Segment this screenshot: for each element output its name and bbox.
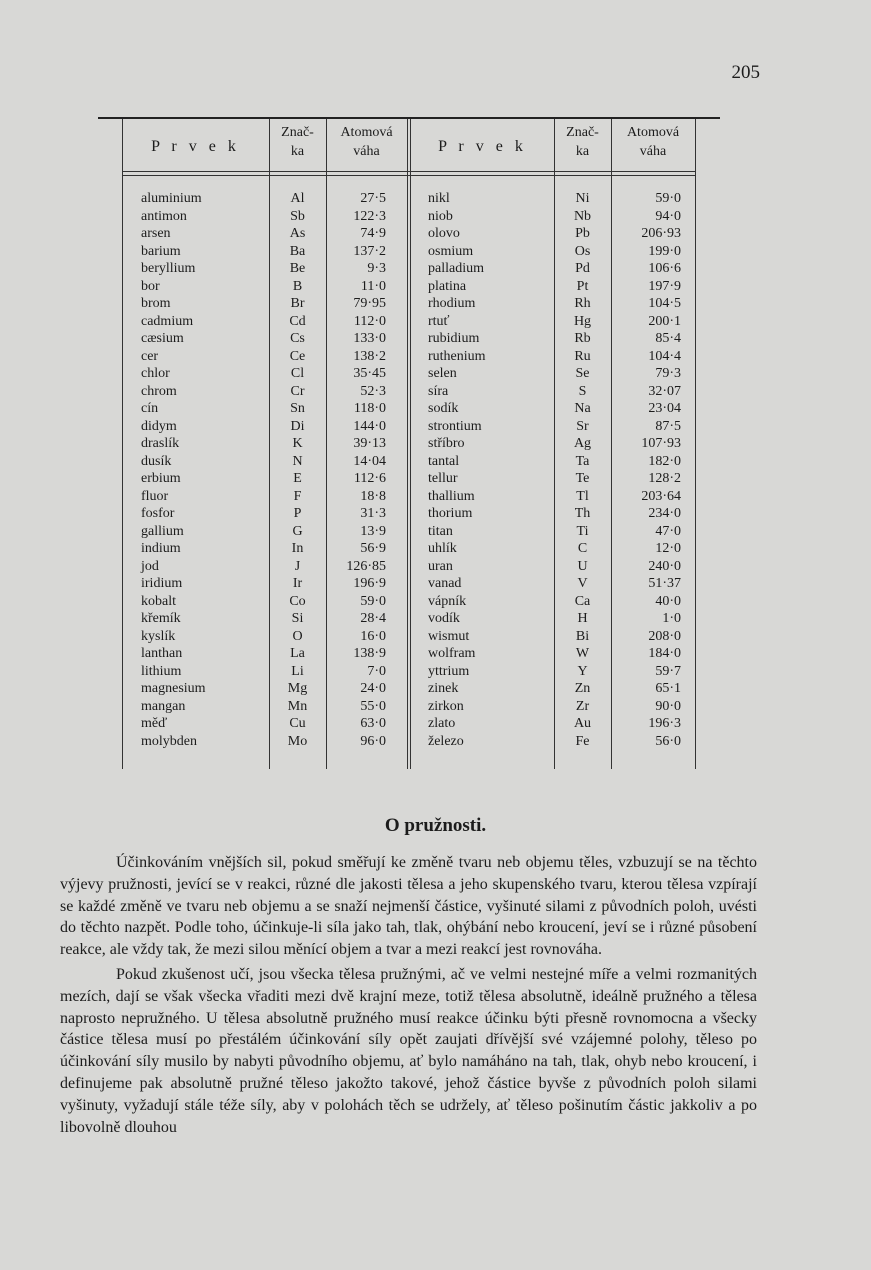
- element-name-cell: ruthenium: [428, 348, 486, 364]
- atomic-weight-cell: 96·0: [360, 733, 386, 749]
- element-symbol-cell: Pt: [576, 278, 589, 294]
- table-double-divider: [407, 119, 411, 769]
- atomic-weight-cell: 240·0: [648, 558, 681, 574]
- element-symbol-cell: Fe: [575, 733, 590, 749]
- element-name-cell: iridium: [141, 576, 183, 591]
- element-symbol-cell: K: [292, 436, 303, 451]
- element-symbol-cell: Te: [575, 471, 590, 486]
- atomic-weight-cell: 90·0: [655, 698, 681, 714]
- atomic-weight-cell: 56·9: [360, 541, 386, 556]
- atomic-weight-cell: 203·64: [641, 488, 681, 504]
- element-name-cell: molybden: [141, 733, 197, 749]
- element-name-cell: vodík: [428, 611, 460, 626]
- atomic-weight-cell: 18·8: [360, 488, 386, 504]
- element-name-cell: antimon: [141, 208, 187, 224]
- element-name-cell: tantal: [428, 453, 460, 469]
- element-symbol-cell: Sn: [290, 401, 305, 416]
- element-name-cell: rtuť: [428, 313, 450, 329]
- element-name-cell: didym: [141, 418, 177, 434]
- atomic-weight-cell: 234·0: [648, 506, 681, 521]
- element-name-cell: cadmium: [141, 313, 194, 329]
- right-element-names: [428, 190, 553, 750]
- element-name-cell: thallium: [428, 488, 475, 504]
- element-name-cell: křemík: [141, 611, 181, 626]
- element-name-cell: tellur: [428, 471, 458, 486]
- element-name-cell: cæsium: [141, 331, 184, 346]
- element-symbol-cell: Co: [289, 593, 306, 609]
- element-symbol-cell: J: [294, 558, 301, 574]
- element-symbol-cell: Br: [290, 296, 305, 311]
- element-symbol-cell: Sr: [576, 418, 589, 434]
- element-name-cell: arsen: [141, 226, 171, 241]
- atomic-weight-cell: 32·07: [648, 383, 681, 399]
- atomic-weight-cell: 138·9: [353, 646, 386, 661]
- header-symbol: Znač- ka: [281, 125, 314, 159]
- element-symbol-cell: Bi: [575, 628, 590, 644]
- element-name-cell: uhlík: [428, 541, 457, 556]
- element-name-cell: lanthan: [141, 646, 183, 661]
- element-symbol-cell: Ni: [575, 191, 590, 206]
- header-weight: Atomová váha: [626, 125, 680, 159]
- element-symbol-cell: Ce: [289, 348, 306, 364]
- left-element-names: [141, 190, 266, 750]
- element-name-cell: bor: [141, 278, 160, 294]
- atomic-weight-cell: 11·0: [360, 278, 386, 294]
- atomic-weight-cell: 107·93: [641, 436, 681, 451]
- atomic-weight-cell: 31·3: [360, 506, 386, 521]
- element-name-cell: kobalt: [141, 593, 176, 609]
- element-symbol-cell: Li: [291, 663, 304, 679]
- element-name-cell: barium: [141, 243, 181, 259]
- element-name-cell: cer: [141, 348, 159, 364]
- atomic-weight-cell: 85·4: [655, 331, 681, 346]
- atomic-weight-cell: 184·0: [648, 646, 681, 661]
- atomic-weight-cell: 52·3: [360, 383, 386, 399]
- element-symbol-cell: La: [290, 646, 305, 661]
- element-symbol-cell: Tl: [576, 488, 589, 504]
- element-name-cell: rubidium: [428, 331, 480, 346]
- paragraph: Pokud zkušenost učí, jsou všecka tělesa pružnými, ač ve velmi nestejné míře a velmi rozmanitých mezích, dají se však všecka vřaditi mezi dvě krajní meze, totiž tělesa absolutně, ideálně pružného a tělesa naprosto nepružného. U tělesa absolutně pružného musí reakce účinku býti přesně rovnomocna a všecky částice tělesa musí po přestálém účinkování síly opět zaujati dřívější své vzájemné polohy, těleso po účinkování síly musilo by nabyti původního objemu, ať bylo namáháno na tah, tlak, ohyb nebo kroucení, i definujeme pak absolutně pružné těleso jakožto takové, jehož částice byvše z původních poloh silami vyšinuty, vyžadují stále téže síly, aby v polohách těch se udržely, ať těleso pošinutím částic jakkoliv a po libovolně dlouhou: [60, 965, 757, 1136]
- element-symbol-cell: Os: [574, 243, 591, 259]
- element-name-cell: aluminium: [141, 191, 202, 206]
- atomic-weight-cell: 112·6: [353, 471, 386, 486]
- element-name-cell: zirkon: [428, 698, 464, 714]
- atomic-weight-cell: 59·0: [655, 191, 681, 206]
- atomic-weight-cell: 196·9: [353, 576, 386, 591]
- element-name-cell: zinek: [428, 681, 459, 696]
- element-symbol-cell: B: [292, 278, 303, 294]
- atomic-weight-cell: 39·13: [353, 436, 386, 451]
- atomic-weight-cell: 128·2: [648, 471, 681, 486]
- element-name-cell: cín: [141, 401, 159, 416]
- atomic-weight-cell: 112·0: [353, 313, 386, 329]
- body-text: [60, 852, 757, 1138]
- element-symbol-cell: Se: [575, 366, 590, 381]
- atomic-weight-cell: 51·37: [648, 576, 681, 591]
- element-name-cell: vanad: [428, 576, 462, 591]
- atomic-weight-cell: 24·0: [360, 681, 386, 696]
- page-number: 205: [731, 62, 760, 83]
- element-symbol-cell: Sb: [290, 208, 305, 224]
- atomic-weight-cell: 14·04: [353, 453, 386, 469]
- element-name-cell: uran: [428, 558, 453, 574]
- element-name-cell: osmium: [428, 243, 474, 259]
- element-symbol-cell: Ba: [289, 243, 306, 259]
- element-symbol-cell: Cl: [290, 366, 305, 381]
- element-symbol-cell: Cr: [290, 383, 305, 399]
- element-symbol-cell: Mo: [287, 733, 308, 749]
- element-name-cell: yttrium: [428, 663, 470, 679]
- atomic-weight-cell: 23·04: [648, 401, 681, 416]
- element-symbol-cell: Ti: [576, 523, 589, 539]
- element-name-cell: mangan: [141, 698, 186, 714]
- element-name-cell: lithium: [141, 663, 182, 679]
- atomic-weight-cell: 74·9: [360, 226, 386, 241]
- atomic-weight-cell: 118·0: [353, 401, 386, 416]
- element-name-cell: nikl: [428, 191, 450, 206]
- element-name-cell: síra: [428, 383, 449, 399]
- header-element: P r v e k: [438, 138, 527, 155]
- element-symbol-cell: Rb: [574, 331, 591, 346]
- atomic-weight-cell: 122·3: [353, 208, 386, 224]
- element-symbol-cell: Be: [289, 261, 306, 276]
- element-name-cell: palladium: [428, 261, 484, 276]
- atomic-weight-cell: 133·0: [353, 331, 386, 346]
- left-element-symbols: [269, 190, 326, 750]
- element-symbol-cell: O: [292, 628, 303, 644]
- element-symbol-cell: C: [577, 541, 588, 556]
- atomic-weight-cell: 126·85: [346, 558, 386, 574]
- atomic-weight-cell: 208·0: [648, 628, 681, 644]
- atomic-weights-table: [98, 117, 720, 769]
- atomic-weight-cell: 59·7: [655, 663, 681, 679]
- atomic-weight-cell: 79·3: [655, 366, 681, 381]
- element-symbol-cell: V: [577, 576, 588, 591]
- element-symbol-cell: Na: [574, 401, 591, 416]
- element-symbol-cell: Hg: [573, 313, 592, 329]
- element-symbol-cell: E: [293, 471, 302, 486]
- atomic-weight-cell: 55·0: [360, 698, 386, 714]
- atomic-weight-cell: 28·4: [360, 611, 386, 626]
- element-symbol-cell: Cd: [289, 313, 306, 329]
- element-symbol-cell: Pd: [575, 261, 590, 276]
- atomic-weight-cell: 94·0: [655, 208, 681, 224]
- table-border-left: [122, 119, 123, 769]
- element-name-cell: niob: [428, 208, 453, 224]
- element-symbol-cell: Ca: [574, 593, 591, 609]
- element-symbol-cell: U: [577, 558, 588, 574]
- element-symbol-cell: Di: [290, 418, 305, 434]
- element-symbol-cell: Au: [573, 716, 592, 731]
- atomic-weight-cell: 35·45: [353, 366, 386, 381]
- element-name-cell: rhodium: [428, 296, 476, 311]
- element-name-cell: železo: [428, 733, 464, 749]
- atomic-weight-cell: 104·5: [648, 296, 681, 311]
- element-name-cell: wismut: [428, 628, 470, 644]
- element-symbol-cell: P: [293, 506, 302, 521]
- atomic-weight-cell: 12·0: [655, 541, 681, 556]
- atomic-weight-cell: 59·0: [360, 593, 386, 609]
- element-symbol-cell: Ir: [292, 576, 303, 591]
- element-symbol-cell: G: [292, 523, 303, 539]
- atomic-weight-cell: 87·5: [655, 418, 681, 434]
- element-symbol-cell: Mg: [287, 681, 308, 696]
- element-symbol-cell: As: [289, 226, 306, 241]
- element-symbol-cell: Ag: [573, 436, 592, 451]
- left-atomic-weights: [326, 190, 386, 750]
- element-symbol-cell: Al: [290, 191, 305, 206]
- element-name-cell: jod: [141, 558, 159, 574]
- element-name-cell: draslík: [141, 436, 180, 451]
- element-symbol-cell: W: [575, 646, 590, 661]
- element-name-cell: thorium: [428, 506, 473, 521]
- element-name-cell: brom: [141, 296, 171, 311]
- atomic-weight-cell: 65·1: [655, 681, 681, 696]
- atomic-weight-cell: 182·0: [648, 453, 681, 469]
- element-name-cell: strontium: [428, 418, 482, 434]
- element-name-cell: selen: [428, 366, 457, 381]
- right-element-symbols: [554, 190, 611, 750]
- atomic-weight-cell: 199·0: [648, 243, 681, 259]
- element-name-cell: olovo: [428, 226, 460, 241]
- atomic-weight-cell: 79·95: [353, 296, 386, 311]
- table-header-rule: [122, 171, 696, 176]
- element-symbol-cell: Zr: [575, 698, 590, 714]
- element-name-cell: sodík: [428, 401, 459, 416]
- element-name-cell: chrom: [141, 383, 177, 399]
- element-symbol-cell: F: [293, 488, 302, 504]
- atomic-weight-cell: 9·3: [367, 261, 386, 276]
- element-symbol-cell: Ru: [574, 348, 591, 364]
- atomic-weight-cell: 47·0: [655, 523, 681, 539]
- section-title: O pružnosti.: [384, 815, 487, 836]
- atomic-weight-cell: 206·93: [641, 226, 681, 241]
- header-element: P r v e k: [151, 138, 240, 155]
- element-name-cell: indium: [141, 541, 181, 556]
- atomic-weight-cell: 40·0: [655, 593, 681, 609]
- element-name-cell: fluor: [141, 488, 169, 504]
- table-border-right: [695, 119, 696, 769]
- atomic-weight-cell: 56·0: [655, 733, 681, 749]
- element-name-cell: měď: [141, 716, 168, 731]
- header-symbol: Znač- ka: [566, 125, 599, 159]
- element-symbol-cell: Zn: [574, 681, 591, 696]
- element-symbol-cell: Ta: [575, 453, 590, 469]
- atomic-weight-cell: 16·0: [360, 628, 386, 644]
- right-atomic-weights: [611, 190, 681, 750]
- element-symbol-cell: Pb: [575, 226, 590, 241]
- element-name-cell: titan: [428, 523, 453, 539]
- element-name-cell: erbium: [141, 471, 181, 486]
- atomic-weight-cell: 104·4: [648, 348, 681, 364]
- element-symbol-cell: Y: [577, 663, 588, 679]
- atomic-weight-cell: 138·2: [353, 348, 386, 364]
- paragraph: Účinkováním vnějších sil, pokud směřují ke změně tvaru neb objemu těles, vzbuzují se na těchto výjevy pružnosti, jevící se v reakci, různé dle jakosti tělesa a jeho skupenského tvaru, kterou tělesa vzpírají se každé změně ve tvaru neb objemu a se snaží nejmenší částice, vyšinuté silami z původních poloh, uvésti do těchto nazpět. Podle toho, účinkuje-li síla jako tah, tlak, ohýbání nebo kroucení, jeví se i různé působení reakce, ale vždy tak, že mezi silou měnící objem a tvar a mezi reakcí jest rovnováha.: [60, 854, 757, 959]
- atomic-weight-cell: 137·2: [353, 243, 386, 259]
- atomic-weight-cell: 197·9: [648, 278, 681, 294]
- element-symbol-cell: Th: [574, 506, 591, 521]
- element-symbol-cell: Rh: [574, 296, 591, 311]
- element-name-cell: magnesium: [141, 681, 206, 696]
- element-symbol-cell: Nb: [573, 208, 592, 224]
- element-symbol-cell: Cs: [290, 331, 305, 346]
- element-symbol-cell: S: [578, 383, 587, 399]
- element-name-cell: zlato: [428, 716, 456, 731]
- element-symbol-cell: Mn: [287, 698, 308, 714]
- element-name-cell: wolfram: [428, 646, 476, 661]
- element-name-cell: kyslík: [141, 628, 176, 644]
- element-name-cell: stříbro: [428, 436, 465, 451]
- atomic-weight-cell: 196·3: [648, 716, 681, 731]
- atomic-weight-cell: 27·5: [360, 191, 386, 206]
- element-symbol-cell: In: [291, 541, 304, 556]
- element-symbol-cell: H: [577, 611, 588, 626]
- element-name-cell: fosfor: [141, 506, 175, 521]
- element-name-cell: platina: [428, 278, 467, 294]
- header-weight: Atomová váha: [340, 125, 393, 159]
- atomic-weight-cell: 13·9: [360, 523, 386, 539]
- element-name-cell: vápník: [428, 593, 467, 609]
- element-name-cell: gallium: [141, 523, 184, 539]
- element-name-cell: chlor: [141, 366, 170, 381]
- element-symbol-cell: Si: [291, 611, 304, 626]
- element-name-cell: dusík: [141, 453, 172, 469]
- atomic-weight-cell: 1·0: [662, 611, 681, 626]
- atomic-weight-cell: 7·0: [367, 663, 386, 679]
- atomic-weight-cell: 63·0: [360, 716, 386, 731]
- element-name-cell: beryllium: [141, 261, 196, 276]
- atomic-weight-cell: 200·1: [648, 313, 681, 329]
- atomic-weight-cell: 144·0: [353, 418, 386, 434]
- atomic-weight-cell: 106·6: [648, 261, 681, 276]
- element-symbol-cell: N: [292, 453, 303, 469]
- element-symbol-cell: Cu: [289, 716, 306, 731]
